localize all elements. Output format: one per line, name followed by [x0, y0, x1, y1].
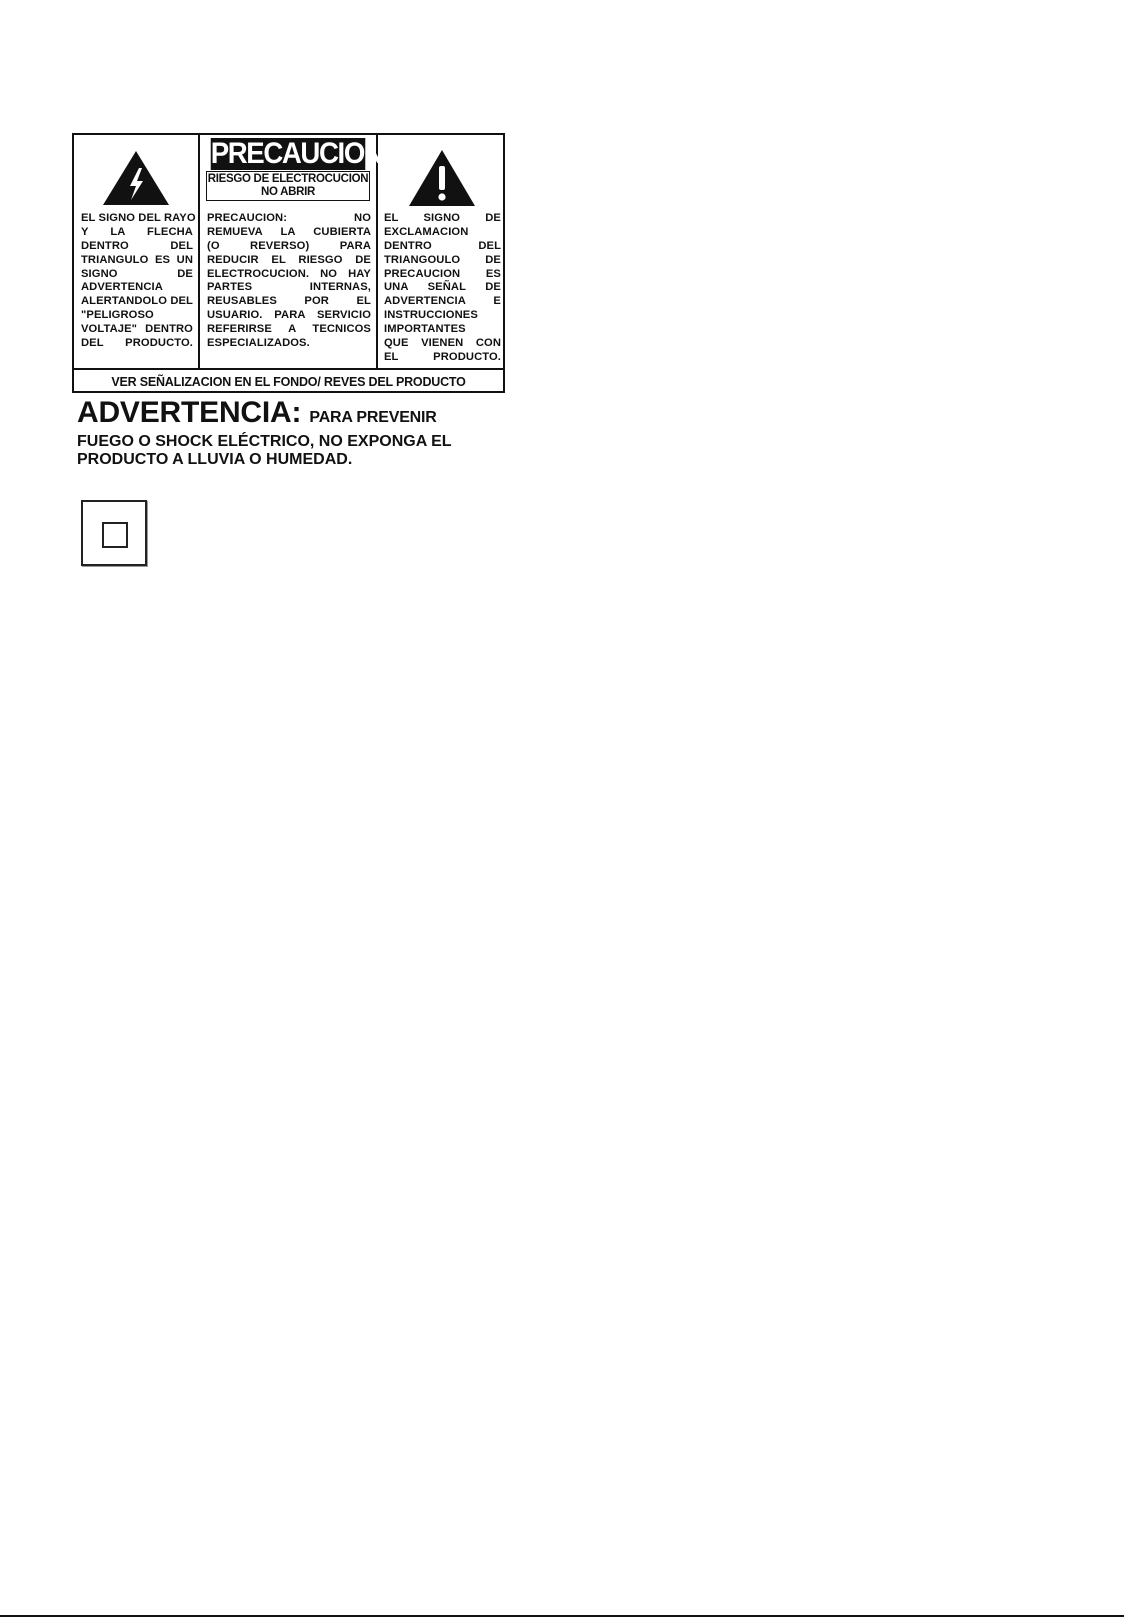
label-text-line: EXCLAMACION	[384, 225, 469, 238]
advertencia-line-2: FUEGO O SHOCK ELÉCTRICO, NO EXPONGA EL	[77, 433, 452, 450]
label-text-line: USUARIO. PARA SERVICIO	[207, 309, 371, 322]
exclamation-warning-text	[384, 212, 501, 365]
label-text-line: REDUCIR EL RIESGO DE	[207, 253, 371, 266]
label-text-line: SIGNO DE	[81, 267, 193, 280]
lightning-bolt-triangle-icon	[74, 150, 198, 211]
label-text-line: ESPECIALIZADOS.	[207, 337, 310, 350]
label-footer: VER SEÑALIZACION EN EL FONDO/ REVES DEL PRODUCTO	[74, 368, 503, 393]
lightning-warning-column	[74, 135, 200, 368]
label-text-line: INSTRUCCIONES	[384, 309, 478, 322]
label-text-line: PRECAUCION: NO	[207, 212, 371, 224]
label-text-line: DENTRO DEL	[81, 239, 193, 252]
label-text-line: IMPORTANTES	[384, 323, 466, 336]
label-text-line: PARTES INTERNAS,	[207, 281, 371, 294]
label-text-line: ADVERTENCIA E	[384, 295, 501, 308]
label-text-line: PRECAUCION ES	[384, 267, 501, 280]
page-bottom-rule	[0, 1615, 1124, 1617]
label-text-line: ELECTROCUCION. NO HAY	[207, 267, 371, 280]
label-text-line: ALERTANDOLO DEL	[81, 295, 193, 308]
risk-line-2: NO ABRIR	[260, 186, 316, 198]
label-text-line: EL SIGNO DEL RAYO	[81, 212, 196, 224]
label-text-line: REFERIRSE A TECNICOS	[207, 323, 371, 336]
risk-box	[206, 171, 370, 201]
advertencia-heading-rest: PARA PREVENIR	[309, 409, 437, 426]
precaucion-banner: PRECAUCION	[210, 137, 383, 170]
exclamation-warning-column	[378, 135, 505, 368]
label-text-line: Y LA FLECHA	[81, 225, 193, 238]
precaucion-text	[207, 212, 371, 351]
label-text-line: EL PRODUCTO.	[384, 350, 501, 363]
precaucion-column	[200, 135, 383, 368]
advertencia-heading: ADVERTENCIA:	[77, 396, 302, 429]
double-insulation-icon	[81, 500, 147, 566]
risk-line-1: RIESGO DE ELECTROCUCION	[207, 173, 369, 185]
caution-label	[72, 133, 505, 393]
exclamation-triangle-icon	[378, 149, 505, 212]
label-text-line: TRIANGULO ES UN	[81, 253, 193, 266]
label-text-line: "PELIGROSO	[81, 309, 154, 322]
label-text-line: REUSABLES POR EL	[207, 295, 371, 308]
advertencia-warning	[77, 398, 517, 469]
label-text-line: TRIANGOULO DE	[384, 253, 501, 266]
label-text-line: VOLTAJE" DENTRO	[81, 323, 193, 336]
lightning-warning-text	[81, 212, 196, 351]
label-text-line: ADVERTENCIA	[81, 281, 163, 294]
label-text-line: QUE VIENEN CON	[384, 337, 501, 350]
label-text-line: REMUEVA LA CUBIERTA	[207, 225, 371, 238]
label-text-line: DEL PRODUCTO.	[81, 337, 193, 350]
advertencia-line-3: PRODUCTO A LLUVIA O HUMEDAD.	[77, 451, 353, 468]
label-text-line: (O REVERSO) PARA	[207, 239, 371, 252]
double-insulation-inner-square	[102, 522, 128, 548]
label-text-line: UNA SEÑAL DE	[384, 281, 501, 294]
label-text-line: DENTRO DEL	[384, 239, 501, 252]
label-text-line: EL SIGNO DE	[384, 212, 501, 224]
